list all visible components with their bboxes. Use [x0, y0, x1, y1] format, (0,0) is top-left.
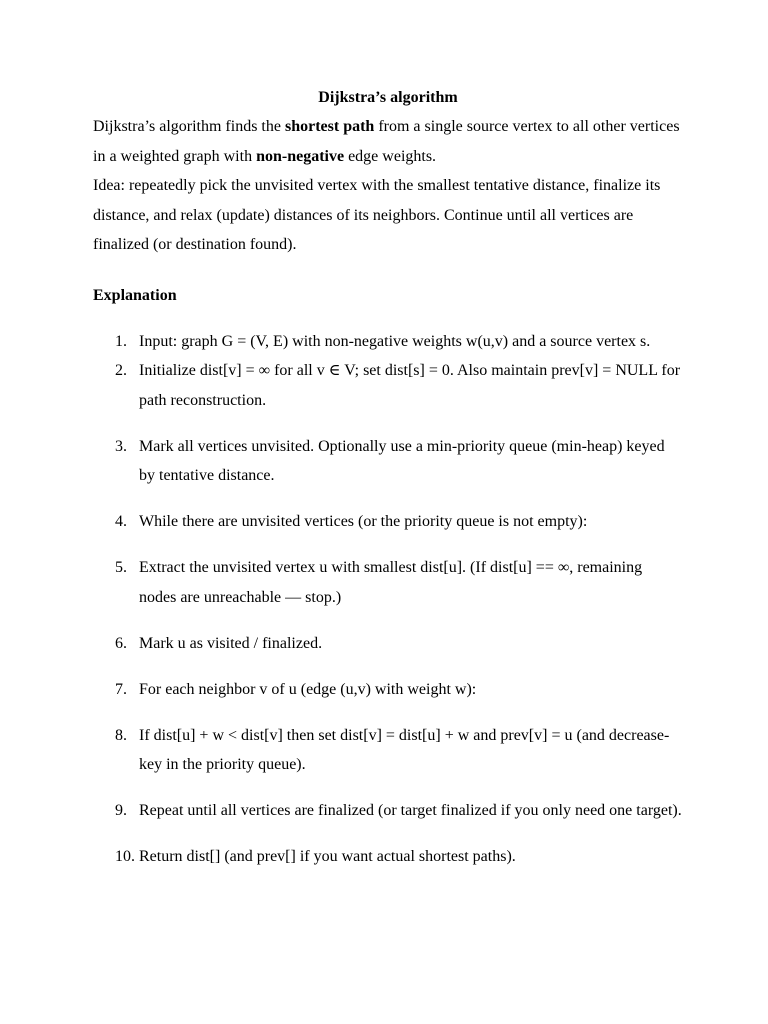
- step-number: 4.: [115, 513, 127, 530]
- intro-paragraph: [93, 112, 683, 171]
- steps-list: [93, 327, 683, 872]
- idea-paragraph: Idea: repeatedly pick the unvisited vertex with the smallest tentative distance, finalize its distance, and relax (update) distances of its neighbors. Continue until all vertices are finalized (or destination found).: [93, 177, 661, 253]
- step-number: 2.: [115, 362, 127, 379]
- step-number: 7.: [115, 680, 127, 698]
- step-text: If dist[u] + w < dist[v] then set dist[v] = dist[u] + w and prev[v] = u (and decrease-key in the priority queue).: [139, 726, 670, 773]
- intro-text-a: Dijkstra’s algorithm finds the: [93, 118, 285, 135]
- list-item: [93, 675, 683, 705]
- explanation-heading: Explanation: [93, 286, 177, 304]
- step-text: Input: graph G = (V, E) with non-negative weights w(u,v) and a source vertex s.: [139, 332, 651, 350]
- list-item: [93, 553, 683, 612]
- step-number: 10.: [115, 848, 135, 865]
- step-text: Mark u as visited / finalized.: [139, 634, 323, 652]
- intro-section: [93, 112, 683, 260]
- step-text: Mark all vertices unvisited. Optionally use a min-priority queue (min-heap) keyed by tentative distance.: [139, 437, 665, 484]
- intro-bold-non-negative: non-negative: [256, 147, 345, 165]
- list-item: [93, 507, 683, 537]
- document-page: [93, 84, 683, 872]
- document-title: Dijkstra’s algorithm: [318, 89, 458, 106]
- list-item: [93, 842, 683, 872]
- step-number: 1.: [115, 332, 127, 350]
- intro-text-c: from a single source vertex to all other vertices in a weighted graph with: [93, 118, 680, 165]
- list-item: [93, 356, 683, 415]
- list-item: [93, 721, 683, 780]
- list-item: [93, 432, 683, 491]
- step-text: Extract the unvisited vertex u with smallest dist[u]. (If dist[u] == ∞, remaining nodes are unreachable — stop.): [139, 559, 643, 606]
- step-text: For each neighbor v of u (edge (u,v) with weight w):: [139, 680, 477, 698]
- intro-bold-shortest-path: shortest path: [284, 118, 375, 135]
- step-number: 3.: [115, 437, 127, 455]
- step-text: Repeat until all vertices are finalized (or target finalized if you only need one target).: [139, 802, 682, 819]
- step-number: 8.: [115, 726, 127, 744]
- step-number: 5.: [115, 559, 127, 576]
- step-text: While there are unvisited vertices (or the priority queue is not empty):: [139, 513, 588, 530]
- intro-text-e: edge weights.: [344, 147, 437, 165]
- list-item: [93, 629, 683, 659]
- step-number: 6.: [115, 634, 127, 652]
- list-item: [93, 327, 683, 357]
- list-item: [93, 796, 683, 826]
- step-text: Initialize dist[v] = ∞ for all v ∈ V; set dist[s] = 0. Also maintain prev[v] = NULL for path reconstruction.: [139, 362, 681, 409]
- step-text: Return dist[] (and prev[] if you want actual shortest paths).: [139, 848, 516, 865]
- step-number: 9.: [115, 802, 127, 819]
